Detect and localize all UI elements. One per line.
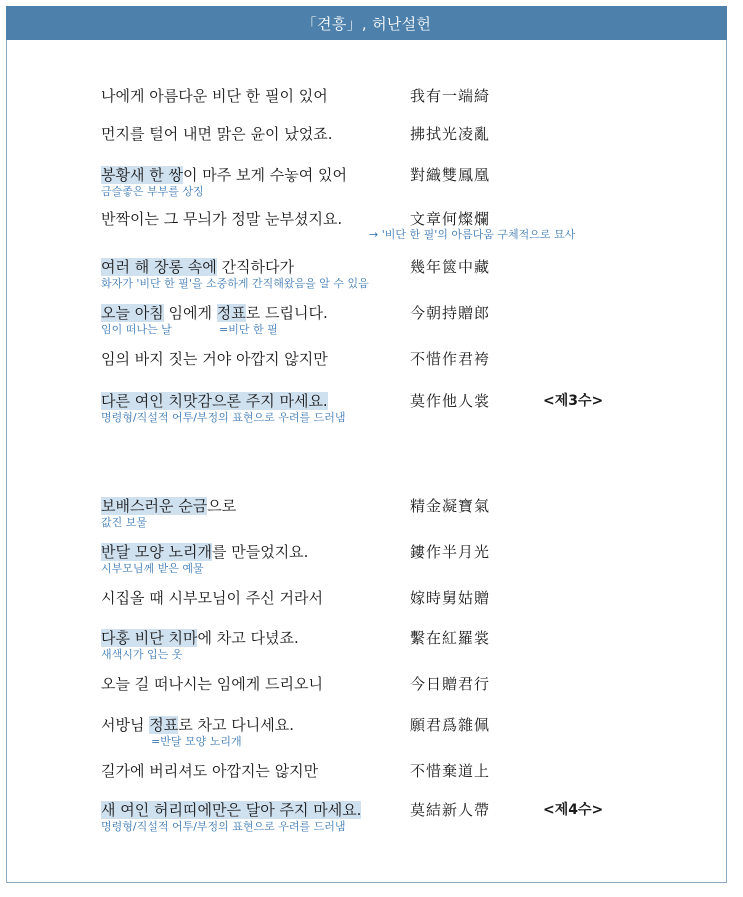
verse-text: 먼지를 털어 내면 맑은 윤이 났었죠. <box>101 125 333 143</box>
highlighted-phrase: 새 여인 허리띠에만은 달아 주지 마세요. <box>101 801 362 819</box>
annotation-note: 화자가 '비단 한 필'을 소중하게 간직해왔음을 알 수 있음 <box>101 277 369 290</box>
korean-verse <box>101 800 361 820</box>
poem-line <box>0 715 743 759</box>
verse-text: 로 차고 다니세요. <box>178 716 294 734</box>
annotation-note: 시부모님께 받은 예물 <box>101 562 204 575</box>
hanja-verse: 願君爲雜佩 <box>410 716 491 734</box>
poem-line <box>0 165 743 209</box>
hanja-verse: 對織雙鳳凰 <box>410 166 491 184</box>
poem-line <box>0 628 743 672</box>
highlighted-phrase: 다른 여인 치맛감으론 주지 마세요. <box>101 392 328 410</box>
verse-text: 임에게 <box>163 304 217 322</box>
poem-line <box>0 800 743 844</box>
verse-text: 서방님 <box>101 716 150 734</box>
verse-text: 임의 바지 짓는 거야 아깝지 않지만 <box>101 350 328 368</box>
hanja-verse: 拂拭光凌亂 <box>410 125 491 143</box>
poem-line <box>0 761 743 805</box>
hanja-verse: 嫁時舅姑贈 <box>410 589 491 607</box>
annotation-note: 임이 떠나는 날 <box>101 323 172 336</box>
verse-text: 이 마주 보게 수놓여 있어 <box>183 166 347 184</box>
hanja-verse: 今日贈君行 <box>410 675 491 693</box>
highlighted-phrase: 반달 모양 노리개 <box>101 543 212 561</box>
stanza-tag: <제4수> <box>543 802 604 818</box>
highlighted-phrase: 다홍 비단 치마 <box>101 629 198 647</box>
verse-text: 에 차고 다녔죠. <box>197 629 299 647</box>
hanja-verse: 繫在紅羅裳 <box>410 629 491 647</box>
verse-text: 나에게 아름다운 비단 한 필이 있어 <box>101 87 328 105</box>
poem-line <box>0 588 743 632</box>
hanja-verse: 我有一端綺 <box>410 87 491 105</box>
korean-verse <box>101 257 294 277</box>
verse-text: 로 드립니다. <box>245 304 328 322</box>
poem-line <box>0 209 743 253</box>
highlighted-phrase: 봉황새 한 쌍 <box>101 166 183 184</box>
description-note: → '비단 한 필'의 아름다움 구체적으로 묘사 <box>369 228 576 241</box>
poem-line <box>0 349 743 393</box>
hanja-verse: 精金凝寶氣 <box>410 497 491 515</box>
korean-verse <box>101 165 347 185</box>
highlighted-phrase: 보배스러운 순금 <box>101 497 208 515</box>
hanja-verse: 幾年篋中藏 <box>410 258 491 276</box>
korean-verse <box>101 86 328 106</box>
hanja-verse: 今朝持贈郎 <box>410 304 491 322</box>
annotation-note: 금슬좋은 부부를 상징 <box>101 185 204 198</box>
korean-verse <box>101 761 318 781</box>
poem-line <box>0 124 743 168</box>
poem-line <box>0 391 743 435</box>
korean-verse <box>101 391 328 411</box>
korean-verse <box>101 588 323 608</box>
annotation-note: 값진 보물 <box>101 516 148 529</box>
hanja-verse: 不惜棄道上 <box>410 762 491 780</box>
hanja-verse: 鏤作半月光 <box>410 543 491 561</box>
verse-text: 으로 <box>207 497 237 515</box>
hanja-verse: 莫結新人帶 <box>410 801 491 819</box>
verse-text: 길가에 버리셔도 아깝지는 않지만 <box>101 762 319 780</box>
stanza-tag: <제3수> <box>543 393 604 409</box>
annotation-note: =반달 모양 노리개 <box>151 735 242 748</box>
korean-verse <box>101 674 323 694</box>
poem-line <box>0 674 743 718</box>
hanja-verse: 不惜作君袴 <box>410 350 491 368</box>
highlighted-phrase: 정표 <box>149 716 179 734</box>
korean-verse <box>101 349 328 369</box>
korean-verse <box>101 715 294 735</box>
poem-line <box>0 257 743 301</box>
verse-text: 간직하다가 <box>216 258 294 276</box>
poem-line <box>0 542 743 586</box>
highlighted-phrase: 정표 <box>216 304 246 322</box>
highlighted-phrase: 오늘 아침 <box>101 304 164 322</box>
verse-text: 시집올 때 시부모님이 주신 거라서 <box>101 589 323 607</box>
hanja-verse: 文章何燦爛 <box>410 210 491 228</box>
korean-verse <box>101 303 328 323</box>
poem-line <box>0 303 743 347</box>
document-title: 「견흥」, 허난설헌 <box>301 14 432 33</box>
poem-line <box>0 496 743 540</box>
korean-verse <box>101 542 308 562</box>
annotation-note: =비단 한 필 <box>219 323 278 336</box>
highlighted-phrase: 여러 해 장롱 속에 <box>101 258 217 276</box>
verse-text: 오늘 길 떠나시는 임에게 드리오니 <box>101 675 323 693</box>
hanja-verse: 莫作他人裳 <box>410 392 491 410</box>
verse-text: 반짝이는 그 무늬가 정말 눈부셨지요. <box>101 210 343 228</box>
annotation-note: 명령형/직설적 어투/부정의 표현으로 우려를 드러냄 <box>101 820 346 833</box>
annotation-note: 명령형/직설적 어투/부정의 표현으로 우려를 드러냄 <box>101 411 346 424</box>
korean-verse <box>101 209 342 229</box>
verse-text: 를 만들었지요. <box>211 543 309 561</box>
title-bar <box>6 6 727 40</box>
annotation-note: 새색시가 입는 옷 <box>101 648 183 661</box>
korean-verse <box>101 496 236 516</box>
korean-verse <box>101 124 332 144</box>
korean-verse <box>101 628 299 648</box>
